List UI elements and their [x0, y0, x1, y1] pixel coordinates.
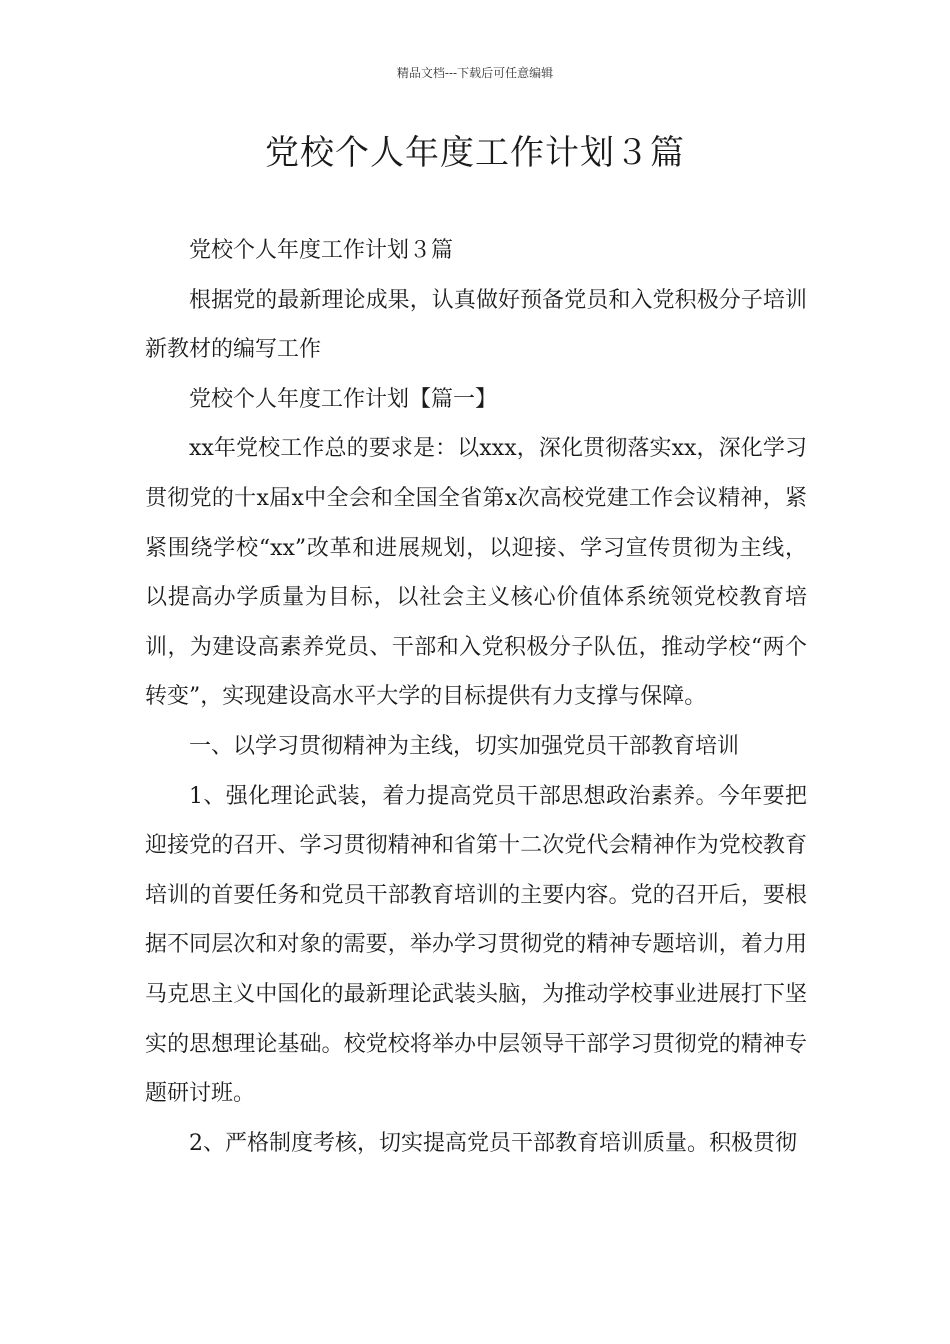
header-note: 精品文档---下载后可任意编辑	[396, 66, 554, 80]
subtitle-paragraph: 党校个人年度工作计划３篇	[189, 238, 454, 263]
body-paragraph: xx年党校工作总的要求是：以xxx，深化贯彻落实xx，深化学习贯彻党的十x届x中全会和全国全省第x次高校党建工作会议精神，紧紧围绕学校“xx”改革和进展规划，以迎接、学习宣传贯彻为主线，以提高办学质量为目标，以社会主义核心价值体系统领党校教育培训，为建设高素养党员、干部和入党积极分子队伍，推动学校“两个转变”，实现建设高水平大学的目标提供有力支撑与保障。	[145, 436, 807, 710]
document-title: 党校个人年度工作计划３篇	[265, 133, 685, 173]
subsection-heading: 一、以学习贯彻精神为主线，切实加强党员干部教育培训	[189, 733, 740, 759]
body-paragraph: 1、强化理论武装，着力提高党员干部思想政治素养。今年要把迎接党的召开、学习贯彻精神和省第十二次党代会精神作为党校教育培训的首要任务和党员干部教育培训的主要内容。党的召开后，要根据不同层次和对象的需要，举办学习贯彻党的精神专题培训，着力用马克思主义中国化的最新理论武装头脑，为推动学校事业进展打下坚实的思想理论基础。校党校将举办中层领导干部学习贯彻党的精神专题研讨班。	[145, 783, 807, 1107]
body-paragraph: 2、严格制度考核，切实提高党员干部教育培训质量。积极贯彻	[189, 1130, 797, 1156]
document-body	[145, 226, 807, 1168]
section-heading: 党校个人年度工作计划【篇一】	[189, 386, 498, 412]
intro-paragraph: 根据党的最新理论成果，认真做好预备党员和入党积极分子培训新教材的编写工作	[145, 287, 807, 363]
